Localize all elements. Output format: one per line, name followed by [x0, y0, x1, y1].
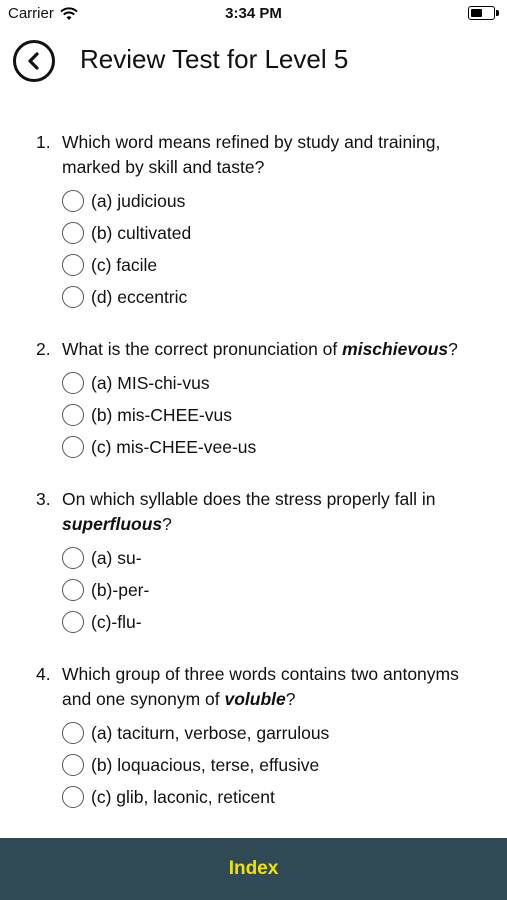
- radio-button[interactable]: [62, 722, 84, 744]
- vocabulary-term: superfluous: [62, 514, 163, 534]
- answer-option[interactable]: [62, 249, 486, 281]
- question-number: 1.: [36, 132, 51, 152]
- question-text: What is the correct pronunciation of mischievous?: [62, 339, 458, 359]
- bottom-bar: [0, 838, 507, 900]
- radio-button[interactable]: [62, 547, 84, 569]
- question-number: 3.: [36, 489, 51, 509]
- question-1: [36, 130, 486, 313]
- page-title: Review Test for Level 5: [80, 44, 349, 74]
- question-text: On which syllable does the stress properly fall in superfluous?: [62, 489, 436, 534]
- option-label: (b) loquacious, terse, effusive: [91, 754, 320, 775]
- option-label: (c) facile: [91, 254, 158, 275]
- answer-option[interactable]: [62, 574, 486, 606]
- radio-button[interactable]: [62, 190, 84, 212]
- radio-button[interactable]: [62, 611, 84, 633]
- question-2: [36, 337, 486, 463]
- answer-option[interactable]: [62, 399, 486, 431]
- vocabulary-term: mischievous: [342, 339, 449, 359]
- radio-button[interactable]: [62, 436, 84, 458]
- carrier-label: Carrier: [8, 5, 54, 22]
- radio-button[interactable]: [62, 372, 84, 394]
- option-label: (c) glib, laconic, reticent: [91, 786, 275, 807]
- radio-button[interactable]: [62, 579, 84, 601]
- option-label: (c)-flu-: [91, 611, 142, 632]
- answer-option[interactable]: [62, 185, 486, 217]
- battery-icon: [468, 6, 495, 20]
- question-text: Which group of three words contains two antonyms and one synonym of voluble?: [62, 664, 459, 709]
- question-number: 4.: [36, 664, 51, 684]
- question-list[interactable]: [0, 130, 507, 838]
- option-label: (a) su-: [91, 547, 142, 568]
- option-label: (a) judicious: [91, 190, 186, 211]
- answer-option[interactable]: [62, 717, 486, 749]
- answer-option[interactable]: [62, 281, 486, 313]
- radio-button[interactable]: [62, 754, 84, 776]
- status-time: 3:34 PM: [225, 5, 282, 22]
- option-label: (a) taciturn, verbose, garrulous: [91, 722, 330, 743]
- nav-header: [0, 30, 507, 90]
- answer-option[interactable]: [62, 606, 486, 638]
- chevron-left-icon: [25, 51, 43, 71]
- answer-option[interactable]: [62, 749, 486, 781]
- index-button[interactable]: Index: [228, 858, 279, 879]
- radio-button[interactable]: [62, 254, 84, 276]
- question-number: 2.: [36, 339, 51, 359]
- answer-option[interactable]: [62, 217, 486, 249]
- option-label: (b)-per-: [91, 579, 150, 600]
- option-label: (b) cultivated: [91, 222, 192, 243]
- question-text: Which word means refined by study and training, marked by skill and taste?: [62, 132, 441, 177]
- answer-option[interactable]: [62, 542, 486, 574]
- option-label: (c) mis-CHEE-vee-us: [91, 436, 257, 457]
- option-label: (b) mis-CHEE-vus: [91, 404, 232, 425]
- radio-button[interactable]: [62, 286, 84, 308]
- option-label: (a) MIS-chi-vus: [91, 372, 210, 393]
- back-button[interactable]: [13, 40, 55, 82]
- radio-button[interactable]: [62, 404, 84, 426]
- question-3: [36, 487, 486, 638]
- option-label: (d) eccentric: [91, 286, 188, 307]
- radio-button[interactable]: [62, 222, 84, 244]
- answer-option[interactable]: [62, 431, 486, 463]
- radio-button[interactable]: [62, 786, 84, 808]
- status-bar: [0, 0, 507, 28]
- answer-option[interactable]: [62, 781, 486, 813]
- answer-option[interactable]: [62, 367, 486, 399]
- question-4: [36, 662, 486, 813]
- vocabulary-term: voluble: [224, 689, 286, 709]
